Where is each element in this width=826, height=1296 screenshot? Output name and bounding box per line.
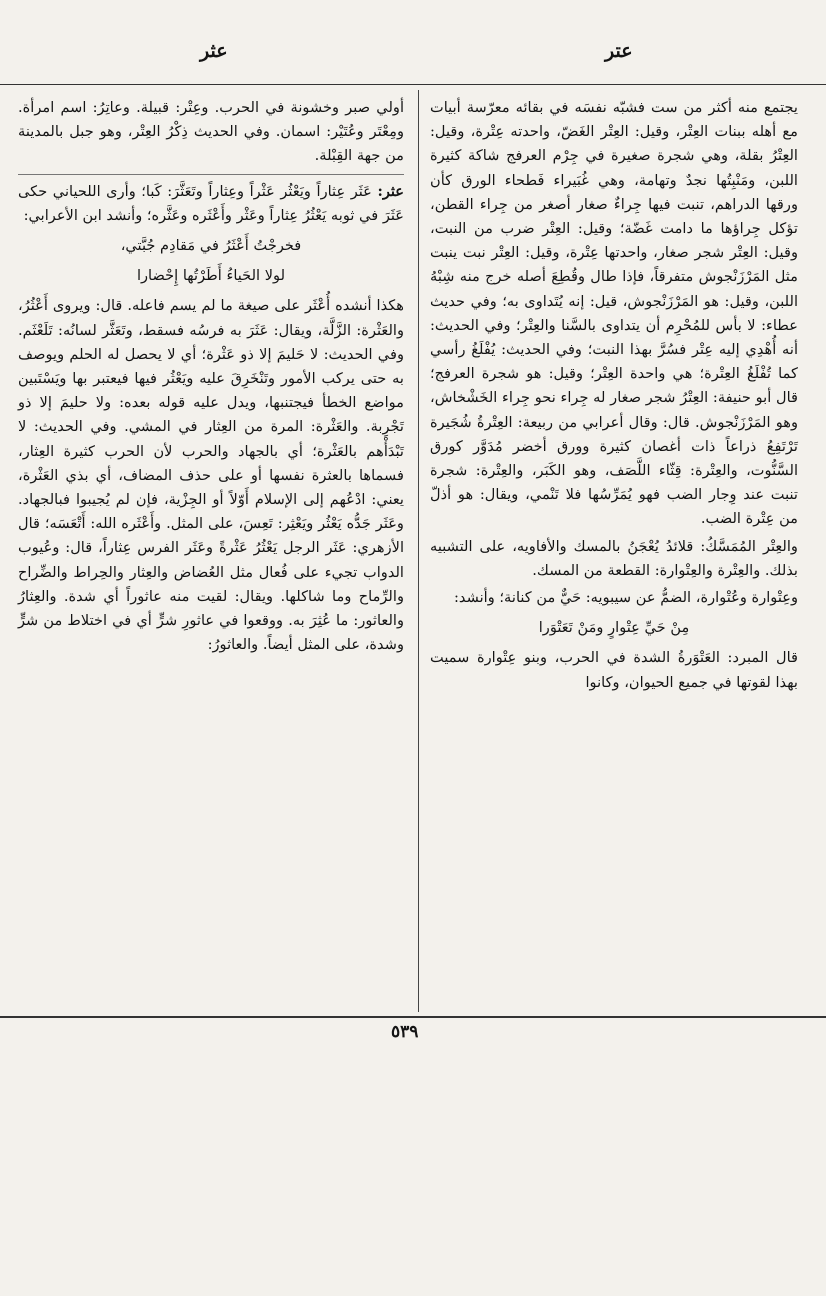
page-number: ٥٣٩ (391, 1022, 419, 1042)
entry-start (18, 174, 404, 228)
column-divider (418, 90, 419, 1012)
left-verse-line-2: لولا الحَياءُ أَطَرْتُها إِحْضارا (136, 267, 286, 285)
entry-headword: عثر: (377, 182, 404, 200)
left-column (18, 96, 404, 660)
header-rule (0, 84, 826, 85)
right-column (430, 96, 798, 698)
right-paragraph-2: والعِتْر المُمَسَّكُ: قلائدُ يُعْجَنُ بالمسك والأفاويه، على التشبيه بذلك. والعِتْرة والعِتْوارة: القطعة من المسك. (430, 537, 798, 579)
running-head-right: عتر (605, 40, 633, 62)
footer-rule (0, 1016, 826, 1018)
running-head-left: عثر (200, 40, 228, 62)
right-verse: مِنْ حَيِّ عِتْوارٍ ومَنْ تَعَتْوَرا (538, 619, 690, 637)
left-paragraph-body: هكذا أنشده أُعْثَر على صيغة ما لم يسم فاعله. قال: ويروى أَعْثُرُ، والعَثْرة: الزَّلَّة، ويقال: عَثَرَ به فرسُه فسقط، وتَعَثَّر لسانُه: تَلَعْثَم. وفي الحديث: لا حَليمَ إلا ذو عَثْرة؛ أي لا يحصل له الحلم ويوصف به حتى يركب الأمور وتَنْخَرِقَ عليه ويَعْثُر فيها فيعتبر بها ويَسْتَبين مواضع الخطأ فيجتنبها، ويدل عليه قوله بعده: ولا حليمَ إلا ذو تَجْرِبة. والعَثْرة: المرة من العِثار في المشي. وفي الحديث: لا تَبْدَأْهم بالعَثْرة؛ أي بالجهاد والحرب لأن الحرب كثيرة العِثار، فسماها بالعثرة نفسها أو على حذف المضاف، أي بذي العَثْرة، يعني: ادْعُهم إلى الإسلام أَوّلاً أو الجِزْية، فإن لم يُجيبوا فبالجهاد. وعَثَر جَدُّه يَعْثُر ويَعْثِر: تَعِسَ، على المثل. وأَعْثَره الله: أَتْعَسَه؛ قال الأزهري: عَثَر الرجل يَعْثُرُ عَثْرةً وعَثَر الفرس عِثاراً، قال: وعُيوب الدواب تجيء على فُعال مثل العُضاض والعِثار والحِراط والضِّراح والرِّماح وما شاكلها. ويقال: لقيت منه عاثوراً أي شدة. والعِثارُ والعاثور: ما عُثِرَ به. ووقعوا في عاثورِ شرٍّ أي في اختلاط من شرٍّ وشدة، على المثل أيضاً. والعاثورُ: (18, 297, 404, 654)
right-paragraph-1: يجتمع منه أكثر من ست فشبّه نفسَه في بقائه معرّسة أبيات مع أهله ببنات العِتْر، وقيل: العِتْر الغَضّ، واحدته عِتْرة، وقيل: العِتْرُ بقلة، وهي شجرة صغيرة في جِرْم العرفج شاكة كثيرة اللبن، ومَنْبِتُها نجدٌ وتهامة، وهي غُبَيراء فَطحاء الورق كأن ورقها الدراهم، تنبت فيها جِراءٌ صغار أصغر من جِراء القطن، تؤكل جِراؤها ما دامت غَضّة؛ وقيل: العِتْر ضرب من النبت، وقيل: العِتْر شجر صغار، واحدتها عِتْرة، وقيل: العِتْر نبت ينبت مثل المَرْزَنْجوش متفرقاً، فإذا طال وقُطِعَ أصله خرج منه شِبْهُ اللبن، وقيل: هو المَرْزَنْجوش، قيل: إنه يُتَداوى به؛ وفي حديث عطاء: لا بأس للمُحْرِم أن يتداوى بالسَّنا والعِتْر؛ وفي الحديث: أنه أُهْدِي إليه عِتْر فسُرَّ بهذا النبت؛ وفي الحديث: يُفْلَغُ رأسي كما تُفْلَغُ العِتْرة؛ هي واحدة العِتْر؛ وقيل: هو شجرة العرفج؛ قال أبو حنيفة: العِتْرُ شجر صغار له جِراء نحو جِراء الخَشْخاش، وهو المَرْزَنْجوش. قال: وقال أعرابي من ربيعة: العِتْرةُ شُجَيرة تَرْتَفِعُ ذراعاً ذات أغصان كثيرة وورق أخضر مُدَوَّر كورق السَّنُّوت، والعِتْرة: قِثّاء اللَّصَف، وهو الكَبَر، والعِتْرة: شجرة تنبت عند وِجار الضب فهو يُمَرِّسُها فلا تَنْمي، ويقال: هو أذلّ من عِتْرة الضب. (430, 99, 798, 528)
left-paragraph-top: أولي صبر وخشونة في الحرب. وعِتْر: قبيلة. وعاتِرُ: اسم امرأة. ومِعْتَر وعُتَيْر: اسمان. وفي الحديث ذِكْرُ العِتْر، وهو جبل بالمدينة من جهة القِبْلة. (18, 99, 404, 165)
left-verse-line-1: فخرجْتُ أَعْثَرُ في مَقادِم جُبَّتي، (120, 237, 302, 255)
right-paragraph-3: وعِتْوارة وعُتْوارة، الضمُّ عن سيبويه: حَيٌّ من كنانة؛ وأنشد: (454, 589, 798, 607)
entry-intro: عَثَر عِثاراً ويَعْثُر عَثْراً وعِثاراً وتَعَثَّرَ: كَبا؛ وأرى اللحياني حكى عَثَرَ في ثوبه يَعْثُرُ عِثاراً وعَثْر وأَعْثَره وعَثَّره؛ وأنشد ابن الأعرابي: (18, 182, 404, 224)
right-paragraph-4: قال المبرد: العَتْوَرةُ الشدة في الحرب، وبنو عِتْوارة سميت بهذا لقوتها في جميع الحيوان، وكانوا (430, 649, 798, 691)
